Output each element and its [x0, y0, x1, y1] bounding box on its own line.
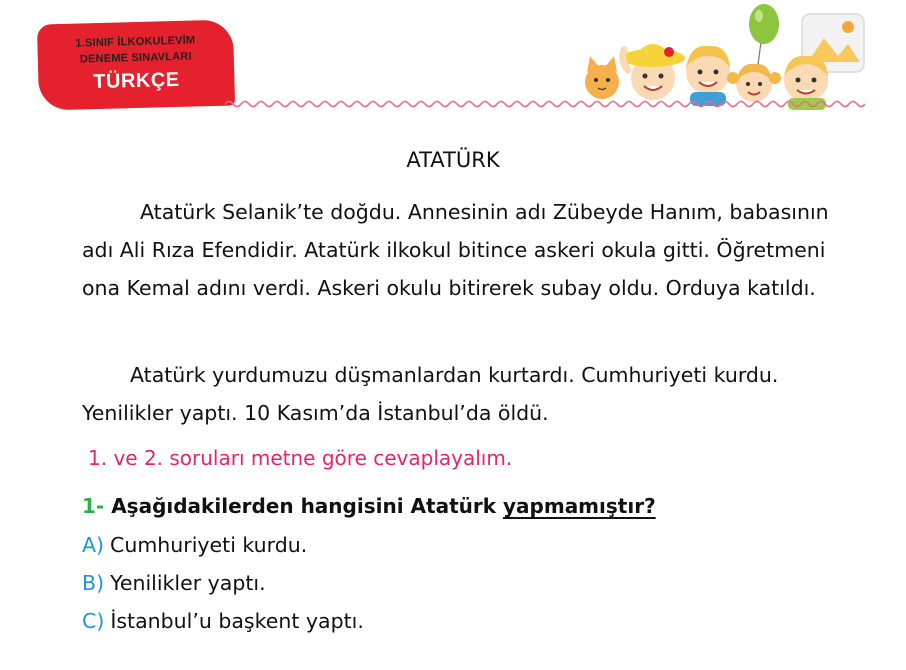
children-illustration: [540, 0, 880, 110]
header-banner: [37, 19, 235, 110]
paragraph-1-text: Atatürk Selanik’te doğdu. Annesinin adı Zübeyde Hanım, babasının adı Ali Rıza Efendidir. Atatürk ilkokul bitince askeri okula gitti. Öğretmeni ona Kemal adını verdi. Askeri okulu bitirerek subay oldu. Orduya katıldı.: [82, 200, 829, 300]
option-c[interactable]: [82, 609, 364, 633]
question-1: [82, 494, 656, 518]
child-pigtails: [727, 64, 781, 102]
child-blonde: [686, 46, 730, 106]
question-emphasis: yapmamıştır?: [503, 494, 656, 518]
page-title: ATATÜRK: [406, 148, 500, 172]
option-a[interactable]: [82, 533, 307, 557]
wavy-divider: [225, 98, 875, 110]
option-text: Cumhuriyeti kurdu.: [110, 533, 308, 557]
question-text: Aşağıdakilerden hangisini Atatürk: [111, 494, 497, 518]
option-text: İstanbul’u başkent yaptı.: [110, 609, 364, 633]
question-number: 1-: [82, 494, 105, 518]
option-letter: B): [82, 571, 105, 595]
passage-paragraph-1: [82, 193, 832, 307]
option-letter: C): [82, 609, 105, 633]
option-text: Yenilikler yaptı.: [110, 571, 266, 595]
option-b[interactable]: [82, 571, 266, 595]
passage-paragraph-2: [82, 356, 832, 432]
paragraph-2-text: Atatürk yurdumuzu düşmanlardan kurtardı. Cumhuriyeti kurdu. Yenilikler yaptı. 10 Kasım’da İstanbul’da öldü.: [82, 363, 779, 425]
instruction-text: 1. ve 2. soruları metne göre cevaplayalım.: [88, 446, 513, 470]
option-letter: A): [82, 533, 105, 557]
banner-subject: TÜRKÇE: [92, 68, 180, 94]
banner-grade-label: 1.SINIF İLKOKULEVİM: [75, 34, 196, 50]
banner-exam-label: DENEME SINAVLARI: [79, 50, 192, 66]
cat: [585, 56, 619, 99]
child-yellow-hat: [621, 44, 685, 100]
